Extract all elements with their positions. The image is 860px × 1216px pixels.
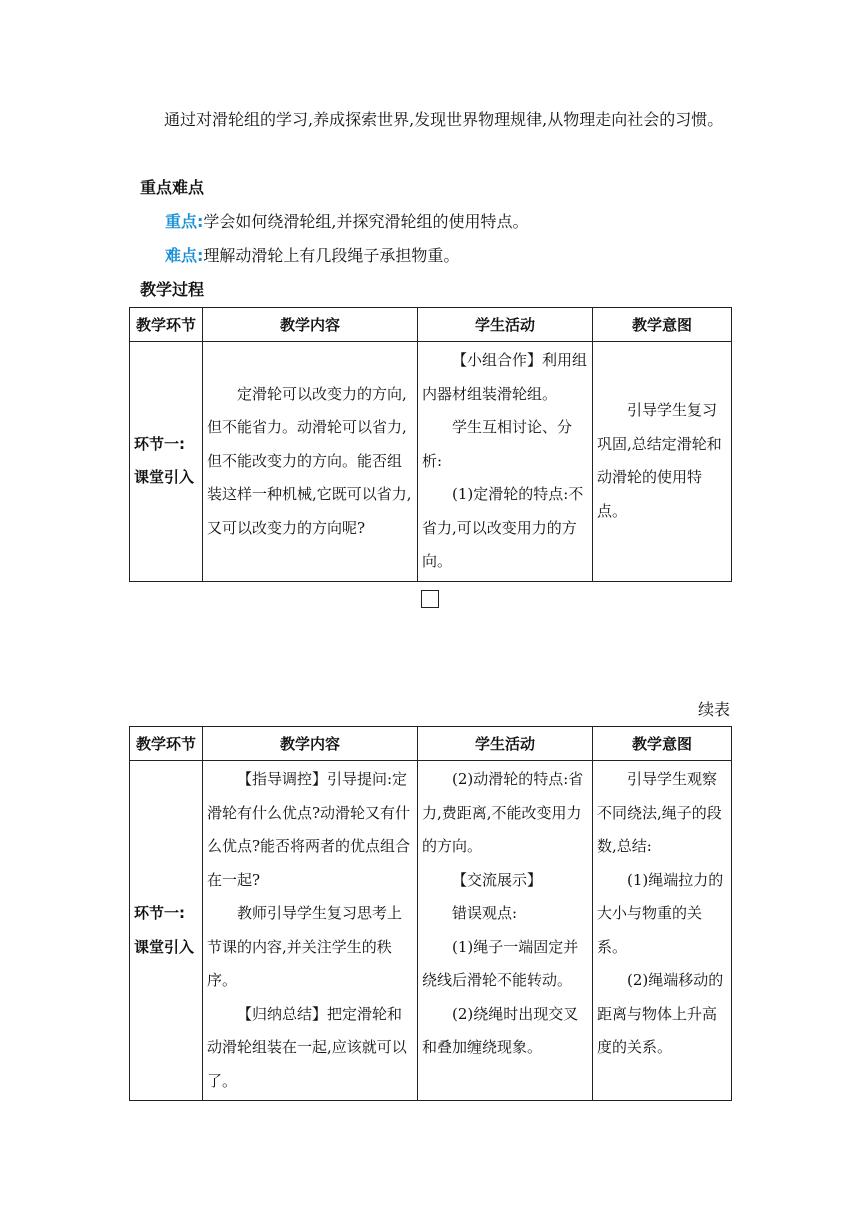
activity-paragraph: (2)动滑轮的特点:省力,费距离,不能改变用力的方向。 (422, 770, 584, 855)
teaching-process-table-continued (129, 726, 732, 1101)
stage-cell: 环节一:课堂引入 (130, 761, 203, 1101)
difficulty-line (165, 244, 459, 268)
header-activity: 学生活动 (418, 727, 593, 761)
activity-paragraph: 【小组合作】利用组内器材组装滑轮组。 (422, 351, 588, 403)
table-header-row (130, 727, 732, 761)
activity-paragraph: (2)绕绳时出现交叉和叠加缠绕现象。 (422, 1004, 579, 1056)
empty-box-icon (421, 590, 439, 608)
activity-paragraph: (1)绳子一端固定并绕线后滑轮不能转动。 (422, 937, 579, 989)
content-cell (203, 342, 418, 582)
teaching-process-table (129, 307, 732, 582)
content-paragraph: 【归纳总结】把定滑轮和动滑轮组装在一起,应该就可以了。 (207, 1004, 407, 1090)
intent-paragraph: 引导学生复习巩固,总结定滑轮和动滑轮的使用特点。 (597, 401, 722, 520)
header-intent: 教学意图 (593, 308, 732, 342)
content-paragraph: 定滑轮可以改变力的方向,但不能省力。动滑轮可以省力,但不能改变力的方向。能否组装这样一种机械,它既可以省力,又可以改变力的方向呢? (207, 384, 412, 537)
header-content: 教学内容 (203, 308, 418, 342)
activity-paragraph: 学生互相讨论、分析: (422, 418, 573, 470)
header-content: 教学内容 (203, 727, 418, 761)
focus-text: 学会如何绕滑轮组,并探究滑轮组的使用特点。 (203, 212, 529, 231)
difficulty-label: 难点: (165, 246, 204, 265)
content-paragraph: 教师引导学生复习思考上节课的内容,并关注学生的秩序。 (207, 904, 403, 989)
table-header-row (130, 308, 732, 342)
activity-cell (418, 342, 593, 582)
header-stage: 教学环节 (130, 308, 203, 342)
activity-paragraph: 错误观点: (452, 904, 518, 922)
continued-label: 续表 (697, 700, 730, 719)
intro-paragraph: 通过对滑轮组的学习,养成探索世界,发现世界物理规律,从物理走向社会的习惯。 (164, 110, 724, 129)
header-activity: 学生活动 (418, 308, 593, 342)
table-row (130, 342, 732, 582)
activity-paragraph: (1)定滑轮的特点:不省力,可以改变用力的方向。 (422, 485, 584, 570)
stage-cell: 环节一:课堂引入 (130, 342, 203, 582)
focus-line (165, 210, 529, 234)
activity-cell (418, 761, 593, 1101)
intent-cell (593, 342, 732, 582)
header-stage: 教学环节 (130, 727, 203, 761)
intent-paragraph: 引导学生观察不同绕法,绳子的段数,总结: (597, 770, 722, 855)
activity-paragraph: 【交流展示】 (452, 870, 543, 889)
difficulty-text: 理解动滑轮上有几段绳子承担物重。 (203, 246, 460, 265)
intent-paragraph: (2)绳端移动的距离与物体上升高度的关系。 (597, 971, 724, 1056)
content-paragraph: 【指导调控】引导提问:定滑轮有什么优点?动滑轮又有什么优点?能否将两者的优点组合在一起? (207, 770, 411, 889)
content-cell (203, 761, 418, 1101)
header-intent: 教学意图 (593, 727, 732, 761)
key-points-heading: 重点难点 (140, 178, 205, 197)
intent-cell (593, 761, 732, 1101)
focus-label: 重点: (165, 212, 204, 231)
intent-paragraph: (1)绳端拉力的大小与物重的关系。 (597, 870, 724, 956)
process-heading: 教学过程 (140, 280, 205, 299)
table-row (130, 761, 732, 1101)
